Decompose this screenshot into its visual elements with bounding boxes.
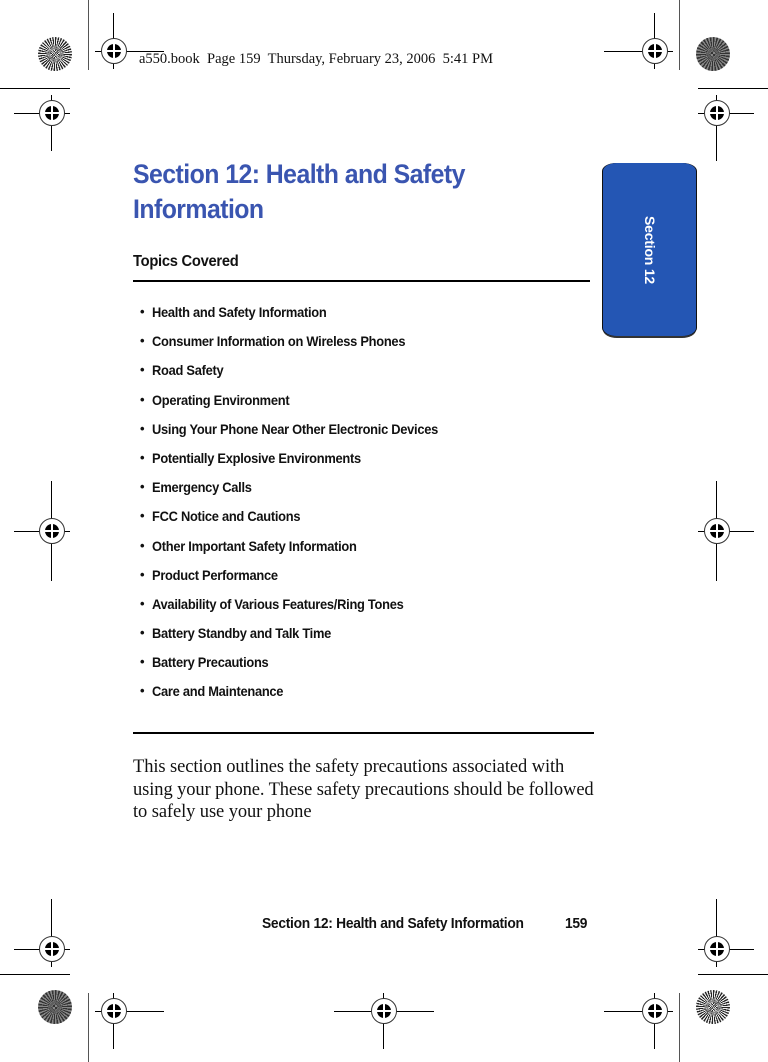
footer-section-title: Section 12: Health and Safety Information bbox=[262, 915, 524, 932]
section-tab bbox=[603, 163, 696, 336]
color-target-icon bbox=[696, 990, 730, 1024]
registration-mark-icon bbox=[39, 100, 65, 126]
list-item: • Using Your Phone Near Other Electronic Devices bbox=[140, 420, 439, 437]
bullet-icon: • bbox=[140, 391, 145, 407]
bullet-icon: • bbox=[140, 362, 145, 378]
registration-mark-icon bbox=[704, 518, 730, 544]
list-item: • Emergency Calls bbox=[140, 479, 252, 496]
color-target-icon bbox=[38, 990, 72, 1024]
bullet-icon: • bbox=[140, 333, 145, 349]
bullet-icon: • bbox=[140, 449, 145, 465]
list-item: • Potentially Explosive Environments bbox=[140, 449, 361, 466]
print-stamp: a550.book Page 159 Thursday, February 23, 2006 5:41 PM bbox=[139, 51, 494, 67]
list-item: • Other Important Safety Information bbox=[140, 537, 357, 554]
registration-mark-icon bbox=[642, 998, 668, 1024]
list-item: • Care and Maintenance bbox=[140, 683, 284, 700]
page-number: 159 bbox=[565, 915, 588, 932]
list-item: • Consumer Information on Wireless Phones bbox=[140, 333, 406, 350]
registration-mark-icon bbox=[704, 936, 730, 962]
trim-mark bbox=[698, 88, 768, 89]
bullet-icon: • bbox=[140, 304, 145, 319]
registration-mark-icon bbox=[39, 518, 65, 544]
list-item: • Health and Safety Information bbox=[140, 304, 327, 320]
intro-paragraph: This section outlines the safety precautions associated with using your phone. These safety precautions should be followed to safely use your phone bbox=[133, 757, 594, 822]
list-item: • FCC Notice and Cautions bbox=[140, 508, 301, 525]
topics-list bbox=[140, 303, 463, 712]
trim-mark bbox=[88, 993, 89, 1062]
bullet-icon: • bbox=[140, 537, 145, 553]
color-target-icon bbox=[38, 37, 72, 71]
list-item: • Availability of Various Features/Ring Tones bbox=[140, 595, 404, 612]
trim-mark bbox=[0, 974, 70, 975]
registration-mark-icon bbox=[371, 998, 397, 1024]
bullet-icon: • bbox=[140, 654, 145, 670]
registration-mark-icon bbox=[39, 936, 65, 962]
trim-mark bbox=[679, 0, 680, 70]
trim-mark bbox=[679, 993, 680, 1062]
list-item: • Road Safety bbox=[140, 362, 224, 379]
bullet-icon: • bbox=[140, 595, 145, 611]
registration-mark-icon bbox=[101, 38, 127, 64]
bullet-icon: • bbox=[140, 479, 145, 495]
topics-heading: Topics Covered bbox=[133, 253, 239, 270]
registration-mark-icon bbox=[642, 38, 668, 64]
list-item: • Battery Standby and Talk Time bbox=[140, 625, 332, 642]
list-item: • Battery Precautions bbox=[140, 654, 269, 671]
color-target-icon bbox=[696, 37, 730, 71]
bullet-icon: • bbox=[140, 508, 145, 524]
divider bbox=[133, 280, 590, 282]
list-item: • Operating Environment bbox=[140, 391, 290, 408]
registration-mark-icon bbox=[704, 100, 730, 126]
list-item: • Product Performance bbox=[140, 566, 278, 583]
trim-mark bbox=[88, 0, 89, 70]
bullet-icon: • bbox=[140, 566, 145, 582]
registration-mark-icon bbox=[101, 998, 127, 1024]
bullet-icon: • bbox=[140, 683, 145, 699]
bullet-icon: • bbox=[140, 625, 145, 641]
section-tab-label: Section 12 bbox=[641, 215, 658, 284]
trim-mark bbox=[698, 974, 768, 975]
bullet-icon: • bbox=[140, 420, 145, 436]
page-title: Section 12: Health and Safety Information bbox=[133, 159, 465, 224]
trim-mark bbox=[0, 88, 70, 89]
divider bbox=[133, 732, 594, 734]
